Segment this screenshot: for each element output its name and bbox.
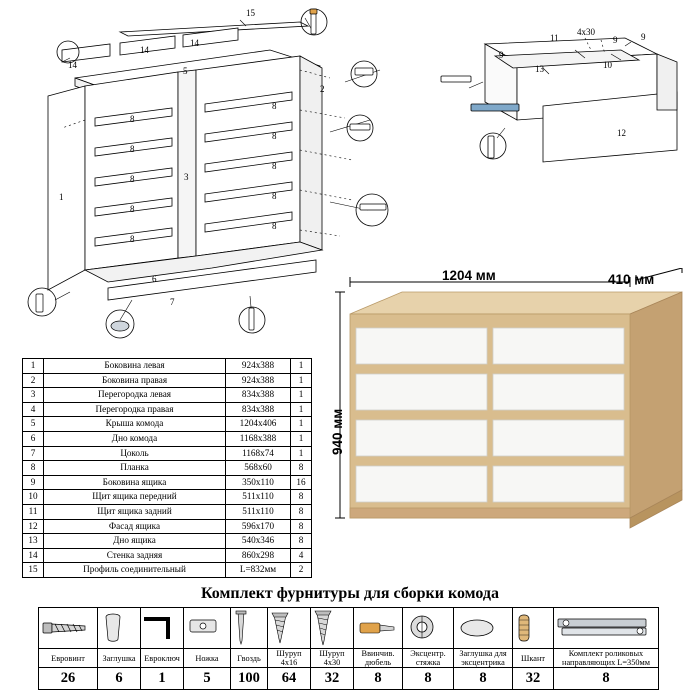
part-dimension: L=832мм [226, 563, 291, 578]
fittings-cell-icon [354, 608, 403, 649]
fittings-cell-icon [231, 608, 268, 649]
fitting-label: Шуруп 4х16 [268, 649, 311, 668]
height-dimension-label: 940 мм [330, 408, 345, 455]
table-row [23, 563, 312, 578]
fitting-label: Шуруп 4х30 [311, 649, 354, 668]
part-number: 6 [23, 431, 44, 446]
part-name: Боковина правая [44, 373, 226, 388]
fittings-cell-icon [403, 608, 454, 649]
part-number: 8 [23, 461, 44, 476]
svg-text:11: 11 [550, 33, 559, 43]
part-quantity: 1 [291, 388, 312, 403]
leg-icon [184, 612, 222, 644]
fitting-count: 8 [354, 668, 403, 690]
fitting-count: 8 [454, 668, 513, 690]
svg-text:8: 8 [272, 191, 277, 201]
svg-text:9: 9 [613, 35, 618, 45]
part-dimension: 924х388 [226, 373, 291, 388]
euroscrew-icon [39, 610, 91, 646]
svg-text:8: 8 [272, 221, 277, 231]
fitting-count: 8 [403, 668, 454, 690]
width-dimension-label: 1204 мм [442, 268, 496, 283]
svg-text:8: 8 [272, 131, 277, 141]
part-number: 4 [23, 402, 44, 417]
fitting-count: 8 [554, 668, 659, 690]
part-number: 2 [23, 373, 44, 388]
part-quantity: 1 [291, 431, 312, 446]
fittings-cell-icon [268, 608, 311, 649]
svg-text:14: 14 [68, 60, 77, 70]
part-number: 15 [23, 563, 44, 578]
fittings-count-row [39, 668, 659, 690]
part-name: Перегородка левая [44, 388, 226, 403]
part-name: Фасад ящика [44, 519, 226, 534]
svg-text:8: 8 [272, 101, 277, 111]
svg-text:8: 8 [130, 204, 135, 214]
part-number: 3 [23, 388, 44, 403]
screw-4x30-icon [311, 609, 335, 647]
part-quantity: 4 [291, 548, 312, 563]
part-name: Дно ящика [44, 534, 226, 549]
part-quantity: 1 [291, 359, 312, 374]
product-render [330, 268, 700, 560]
part-name: Профиль соединительный [44, 563, 226, 578]
table-row [23, 534, 312, 549]
part-dimension: 350х110 [226, 475, 291, 490]
svg-text:8: 8 [272, 161, 277, 171]
part-number: 10 [23, 490, 44, 505]
fittings-icon-row [39, 608, 659, 649]
eccentric-cap-icon [454, 613, 500, 643]
table-row [23, 490, 312, 505]
dowel-icon [513, 610, 535, 646]
table-row [23, 548, 312, 563]
part-quantity: 8 [291, 461, 312, 476]
fitting-count: 5 [184, 668, 231, 690]
part-dimension: 596х170 [226, 519, 291, 534]
part-quantity: 1 [291, 417, 312, 432]
cap-icon [98, 611, 128, 645]
part-number: 11 [23, 504, 44, 519]
svg-text:4х30: 4х30 [577, 27, 595, 37]
fitting-label: Евроключ [141, 649, 184, 668]
svg-text:9: 9 [641, 32, 646, 42]
fittings-table [38, 607, 659, 690]
fitting-label: Ввинчив. дюбель [354, 649, 403, 668]
fitting-count: 100 [231, 668, 268, 690]
fittings-cell-icon [454, 608, 513, 649]
fittings-title: Комплект фурнитуры для сборки комода [201, 585, 499, 602]
eurokey-icon [141, 613, 175, 643]
svg-text:10: 10 [603, 60, 612, 70]
part-number: 1 [23, 359, 44, 374]
fittings-cell-icon [554, 608, 659, 649]
fitting-label: Эксцентр. стяжка [403, 649, 454, 668]
fittings-cell-icon [184, 608, 231, 649]
part-name: Стенка задняя [44, 548, 226, 563]
part-dimension: 1204х406 [226, 417, 291, 432]
table-row [23, 431, 312, 446]
part-number: 5 [23, 417, 44, 432]
parts-table [22, 358, 312, 578]
fitting-label: Евровинт [39, 649, 98, 668]
table-row [23, 373, 312, 388]
table-row [23, 402, 312, 417]
part-name: Боковина левая [44, 359, 226, 374]
part-name: Щит ящика передний [44, 490, 226, 505]
part-dimension: 511х110 [226, 504, 291, 519]
fittings-cell-icon [141, 608, 184, 649]
part-quantity: 1 [291, 446, 312, 461]
drawer-detail-drawing [425, 10, 700, 170]
svg-text:13: 13 [535, 64, 544, 74]
part-name: Дно комода [44, 431, 226, 446]
fitting-label: Гвоздь [231, 649, 268, 668]
part-dimension: 1168х388 [226, 431, 291, 446]
part-number: 9 [23, 475, 44, 490]
svg-text:5: 5 [183, 66, 188, 76]
fitting-label: Заглушка [98, 649, 141, 668]
svg-text:9: 9 [499, 50, 504, 60]
fittings-cell-icon [39, 608, 98, 649]
svg-text:8: 8 [130, 234, 135, 244]
part-number: 7 [23, 446, 44, 461]
eccentric-icon [403, 611, 441, 645]
part-quantity: 8 [291, 504, 312, 519]
nail-icon [231, 609, 251, 647]
part-dimension: 834х388 [226, 402, 291, 417]
svg-text:8: 8 [130, 174, 135, 184]
part-name: Планка [44, 461, 226, 476]
table-row [23, 359, 312, 374]
svg-text:2: 2 [320, 84, 325, 94]
parts-table-body [23, 359, 312, 578]
part-quantity: 8 [291, 519, 312, 534]
part-quantity: 1 [291, 373, 312, 388]
fitting-count: 26 [39, 668, 98, 690]
part-dimension: 511х110 [226, 490, 291, 505]
svg-text:8: 8 [130, 144, 135, 154]
table-row [23, 504, 312, 519]
fittings-label-row [39, 649, 659, 668]
part-quantity: 2 [291, 563, 312, 578]
svg-text:7: 7 [170, 297, 175, 307]
dowel-screw-icon [354, 612, 398, 644]
fitting-label: Ножка [184, 649, 231, 668]
part-number: 14 [23, 548, 44, 563]
table-row [23, 475, 312, 490]
svg-text:14: 14 [140, 45, 149, 55]
table-row [23, 417, 312, 432]
fitting-count: 32 [513, 668, 554, 690]
fitting-label: Заглушка для эксцентрика [454, 649, 513, 668]
part-number: 13 [23, 534, 44, 549]
part-name: Цоколь [44, 446, 226, 461]
depth-dimension-label: 410 мм [608, 272, 655, 287]
table-row [23, 461, 312, 476]
svg-text:14: 14 [190, 38, 199, 48]
svg-text:6: 6 [152, 274, 157, 284]
part-dimension: 834х388 [226, 388, 291, 403]
part-name: Крыша комода [44, 417, 226, 432]
part-dimension: 860х298 [226, 548, 291, 563]
svg-text:1: 1 [59, 192, 64, 202]
part-quantity: 8 [291, 534, 312, 549]
table-row [23, 519, 312, 534]
svg-text:3: 3 [184, 172, 189, 182]
part-name: Перегородка правая [44, 402, 226, 417]
part-dimension: 924х388 [226, 359, 291, 374]
part-number: 12 [23, 519, 44, 534]
part-name: Щит ящика задний [44, 504, 226, 519]
part-dimension: 1168х74 [226, 446, 291, 461]
fitting-count: 32 [311, 668, 354, 690]
fitting-label: Шкант [513, 649, 554, 668]
part-name: Боковина ящика [44, 475, 226, 490]
svg-text:8: 8 [130, 114, 135, 124]
fitting-count: 1 [141, 668, 184, 690]
part-dimension: 540х346 [226, 534, 291, 549]
slides-icon [554, 611, 650, 645]
part-dimension: 568х60 [226, 461, 291, 476]
part-quantity: 16 [291, 475, 312, 490]
part-quantity: 1 [291, 402, 312, 417]
fittings-cell-icon [311, 608, 354, 649]
fittings-cell-icon [513, 608, 554, 649]
fitting-count: 64 [268, 668, 311, 690]
table-row [23, 446, 312, 461]
svg-text:12: 12 [617, 128, 626, 138]
svg-text:15: 15 [246, 8, 255, 18]
fittings-cell-icon [98, 608, 141, 649]
fitting-count: 6 [98, 668, 141, 690]
screw-4x16-icon [268, 609, 292, 647]
table-row [23, 388, 312, 403]
fitting-label: Комплект роликовых направляющих L=350мм [554, 649, 659, 668]
part-quantity: 8 [291, 490, 312, 505]
